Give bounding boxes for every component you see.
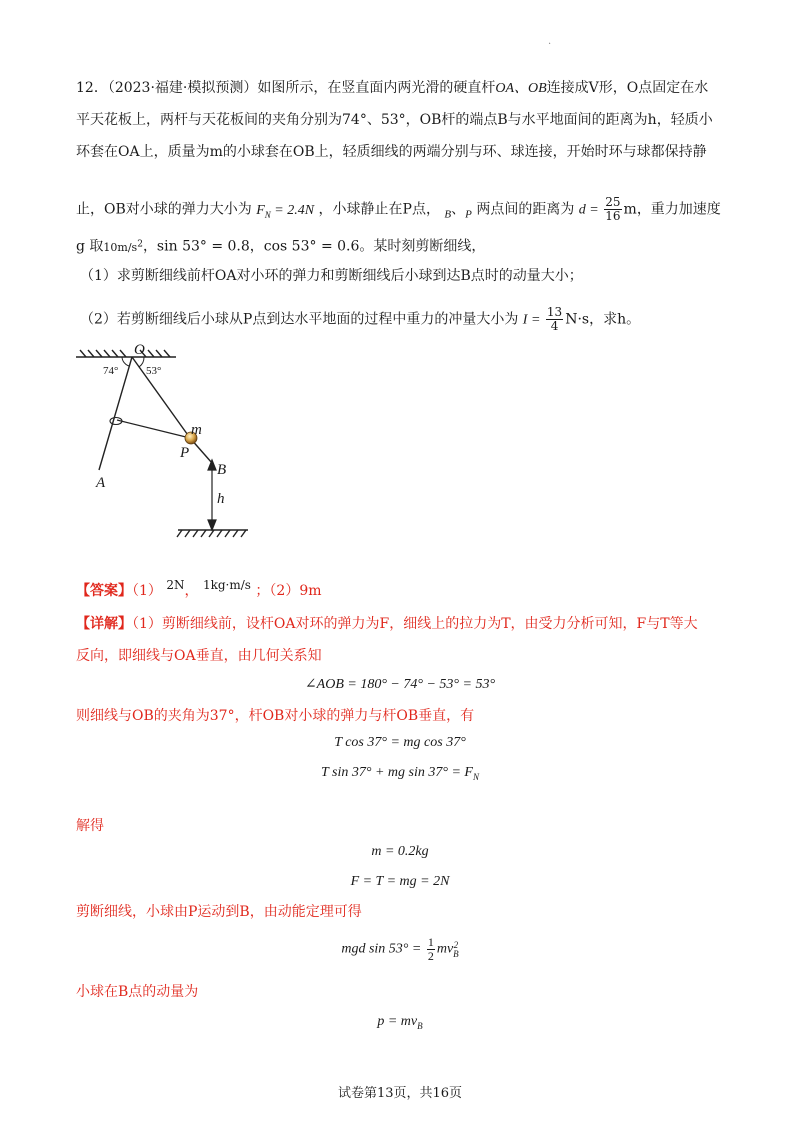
equation-angle-aob: ∠AOB = 180° − 74° − 53° = 53° [304, 677, 496, 692]
gravity-value: $10m/s^2$ [103, 239, 143, 254]
solution-tag: 【详解】 [76, 616, 132, 632]
physics-figure [0, 0, 800, 560]
distance-symbol: d [578, 202, 586, 218]
equation-force: F = T = mg = 2N [350, 874, 450, 889]
page-mark: . [548, 36, 552, 47]
label-angle-74: 74° [103, 365, 119, 377]
label-o: O [134, 342, 145, 358]
ceiling [76, 350, 176, 357]
label-b: B [217, 462, 227, 478]
equals: = [585, 202, 603, 218]
answer-tag: 【答案】 [76, 583, 132, 599]
answer-value-1: 2N [166, 578, 185, 592]
problem-text: 止，OB对小球的弹力大小为 [76, 201, 252, 218]
answer-part-1: （1） [132, 583, 162, 599]
equation-balance-1: T cos 37° = mg cos 37° [334, 735, 466, 750]
point-b-label: B [444, 208, 452, 221]
question-1: （1）求剪断细线前杆OA对小环的弹力和剪断细线后小球到达B点时的动量大小； [80, 268, 583, 284]
impulse-unit: N·s [565, 311, 590, 328]
solution-line-2: 反向，即细线与OA垂直，由几何关系知 [76, 648, 322, 664]
answer-value-2: 1kg·m/s [202, 578, 251, 592]
problem-text: ，sin 53° = 0.8，cos 53° = 0.6。某时刻剪断细线， [142, 238, 486, 255]
impulse-symbol: I [522, 312, 528, 328]
rod-ob [132, 357, 212, 463]
problem-line-2: 平天花板上，两杆与天花板间的夹角分别为74°、53°，OB杆的端点B与水平地面间的距离为h，轻质小 [76, 112, 713, 128]
solution-line-5: 剪断细线，小球由P运动到B，由动能定理可得 [76, 904, 362, 920]
equation-momentum: $p = mv_B$ [377, 1014, 423, 1031]
problem-text: 两点间的距离为 [476, 201, 575, 218]
equation-energy: mgd sin 53° = $\frac{1}{2}$ mv 2 B [341, 935, 459, 963]
problem-text: ，小球静止在P点， [318, 201, 440, 218]
distance-fraction: $\frac{25}{16}$ [605, 195, 621, 223]
label-m: m [191, 422, 202, 438]
solution-line-3: 则细线与OB的夹角为37°，杆OB对小球的弹力与杆OB垂直，有 [76, 708, 475, 724]
separator: 、 [451, 201, 466, 218]
rod-names: OA、OB [495, 81, 547, 96]
normal-force-formula: $F_N = 2.4N$ [256, 202, 315, 220]
label-angle-53: 53° [146, 365, 162, 377]
problem-text: （2）若剪断细线后小球从P点到达水平地面的过程中重力的冲量大小为 [80, 311, 519, 328]
answer-part-2: ；（2）9m [255, 583, 322, 599]
height-arrow [208, 460, 216, 530]
point-p-label: P [465, 208, 472, 221]
solution-text: （1）剪断细线前，设杆OA对环的弹力为F，细线上的拉力为T，由受力分析可知，F与T等大 [132, 616, 698, 632]
problem-text: 12．（2023·福建·模拟预测）如图所示，在竖直面内两光滑的硬直杆 [76, 80, 496, 96]
label-a: A [96, 475, 106, 491]
impulse-fraction: $\frac{13}{4}$ [546, 305, 563, 333]
problem-text: ，求h。 [589, 311, 641, 328]
ground [177, 530, 248, 537]
solution-line-1 [76, 614, 698, 634]
label-p: P [180, 445, 190, 461]
problem-text: 连接成V形，O点固定在水 [546, 80, 709, 96]
equation-balance-2: T sin 37° + mg $\sin 37^\circ = F_N$ [321, 765, 479, 782]
problem-line-3: 环套在OA上，质量为m的小球套在OB上，轻质细线的两端分别与环、球连接，开始时环与球都保持静 [76, 144, 707, 160]
equals: = [527, 312, 544, 328]
problem-text: ，重力加速度 [636, 201, 721, 218]
separator: ， [184, 583, 199, 599]
equation-mass: m = 0.2kg [371, 844, 429, 859]
page-footer: 试卷第13页，共16页 [337, 1086, 463, 1101]
solution-line-6: 小球在B点的动量为 [76, 984, 199, 1000]
problem-text: g 取 [76, 238, 104, 255]
label-h: h [217, 491, 225, 507]
answer-line [76, 575, 322, 601]
distance-unit: m [623, 201, 637, 218]
solution-line-4: 解得 [76, 818, 104, 834]
